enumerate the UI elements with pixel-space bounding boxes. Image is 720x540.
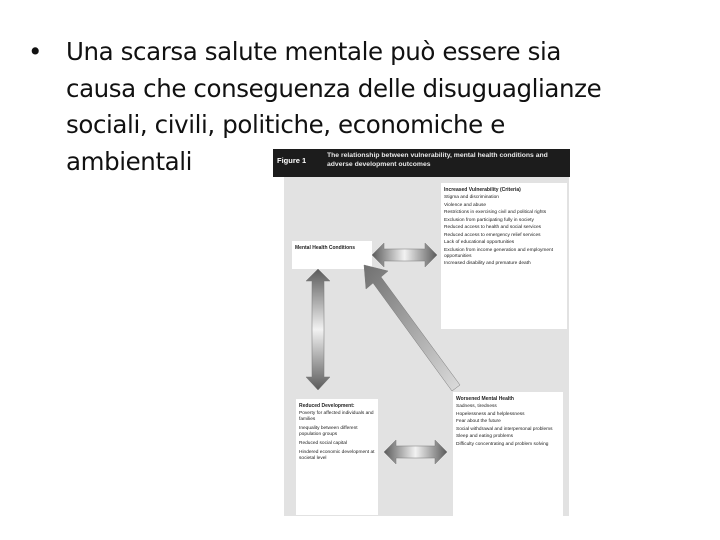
worsened-item: Difficulty concentrating and problem solving <box>456 441 549 447</box>
diagram-arrows <box>284 177 569 516</box>
figure-title: The relationship between vulnerability, mental health conditions and adverse development outcomes <box>327 152 548 168</box>
figure-image <box>273 149 570 517</box>
double-arrow-development-worsened <box>384 440 447 464</box>
vulnerability-item: Exclusion from income generation and employment opportunities <box>444 247 554 259</box>
worsened-title: Worsened Mental Health <box>456 396 514 402</box>
figure-header <box>273 149 570 177</box>
worsened-item: Social withdrawal and interpersonal problems <box>456 426 553 432</box>
reduced-development-item: Poverty for affected individuals and families <box>299 411 374 422</box>
bullet-line-3: sociali, civili, politiche, economiche e <box>66 110 505 139</box>
reduced-development-title: Reduced Development: <box>299 403 355 409</box>
bullet-line-2: causa che conseguenza delle disuguaglianze <box>66 73 602 103</box>
worsened-item: Sadness, tiredness <box>456 404 497 409</box>
vulnerability-item: Restrictions in exercising civil and political rights <box>444 210 547 215</box>
vulnerability-item: Reduced access to emergency relief services <box>444 232 541 238</box>
figure-panel <box>284 177 569 516</box>
bullet-line-1: Una scarsa salute mentale può essere sia <box>66 37 561 66</box>
vulnerability-item: Violence and abuse <box>444 202 487 208</box>
reduced-development-item: Hindered economic development at societal level <box>299 450 375 461</box>
bullet-marker: • <box>28 37 43 66</box>
vulnerability-item: Reduced access to health and social services <box>444 225 542 230</box>
double-arrow-mental-vulnerability <box>372 243 437 267</box>
mental-health-title: Mental Health Conditions <box>295 245 355 251</box>
worsened-item: Hopelessness and helplessness <box>456 411 525 417</box>
vulnerability-item: Increased disability and premature death <box>444 261 531 266</box>
reduced-development-item: Inequality between different population groups <box>299 426 358 437</box>
double-arrow-mental-development <box>306 269 330 390</box>
worsened-item: Fear about the future <box>456 419 501 424</box>
worsened-item: Sleep and eating problems <box>456 434 514 439</box>
vulnerability-item: Lack of educational opportunities <box>444 240 515 245</box>
vulnerability-item: Exclusion from participating fully in society <box>444 217 534 223</box>
arrow-worsened-to-mental <box>364 265 460 391</box>
vulnerability-item: Stigma and discrimination <box>444 195 499 200</box>
bullet-line-4: ambientali <box>66 146 193 176</box>
figure-label: Figure 1 <box>277 156 307 165</box>
vulnerability-title: Increased Vulnerability (Criteria) <box>444 187 521 193</box>
reduced-development-item: Reduced social capital <box>299 441 347 446</box>
